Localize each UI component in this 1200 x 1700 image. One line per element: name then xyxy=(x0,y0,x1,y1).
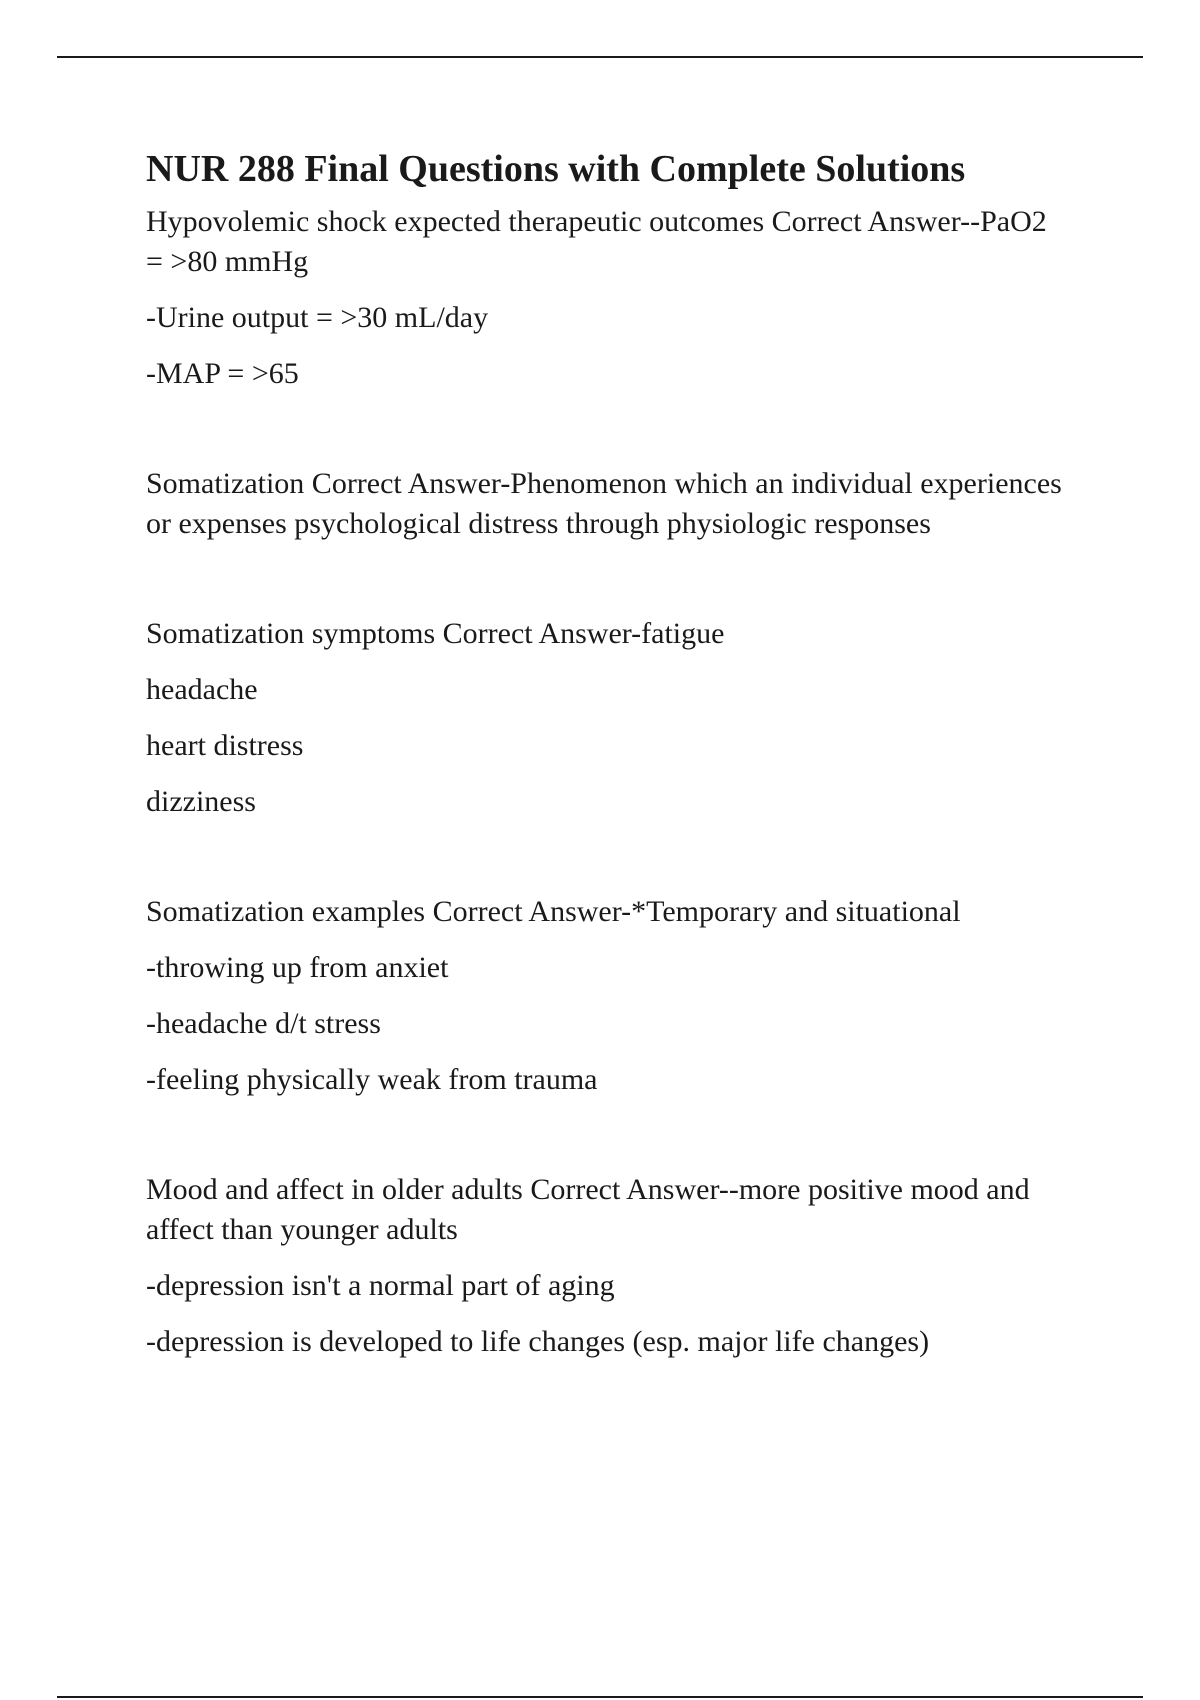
qa-answer-line: -Urine output = >30 mL/day xyxy=(146,301,489,334)
qa-answer-line: headache xyxy=(146,673,258,706)
qa-question-line: Hypovolemic shock expected therapeutic outcomes Correct Answer--PaO2 = >80 mmHg xyxy=(146,205,1047,278)
qa-question-line: Somatization symptoms Correct Answer-fatigue xyxy=(146,617,725,650)
qa-answer-line: dizziness xyxy=(146,785,256,818)
document-body xyxy=(146,146,1066,1432)
qa-answer-line: -feeling physically weak from trauma xyxy=(146,1063,598,1096)
footer-rule xyxy=(57,1696,1143,1698)
qa-question-line: Somatization examples Correct Answer-*Temporary and situational xyxy=(146,895,961,928)
header-rule xyxy=(57,56,1143,58)
qa-entry-somatization xyxy=(146,464,1066,544)
qa-answer-line: -throwing up from anxiet xyxy=(146,951,449,984)
qa-answer-line: -MAP = >65 xyxy=(146,357,299,390)
qa-question-line: Somatization Correct Answer-Phenomenon which an individual experiences or expenses psychological distress through physiologic responses xyxy=(146,467,1062,540)
qa-answer-line: -headache d/t stress xyxy=(146,1007,381,1040)
qa-answer-line: heart distress xyxy=(146,729,304,762)
qa-entry-somatization-examples xyxy=(146,892,1066,1100)
qa-answer-line: -depression isn't a normal part of aging xyxy=(146,1269,615,1302)
qa-answer-line: -depression is developed to life changes (esp. major life changes) xyxy=(146,1325,930,1358)
qa-entry-somatization-symptoms xyxy=(146,614,1066,822)
document-title: NUR 288 Final Questions with Complete Solutions xyxy=(146,148,966,190)
qa-entry-mood-affect-older-adults xyxy=(146,1170,1066,1362)
qa-question-line: Mood and affect in older adults Correct Answer--more positive mood and affect than younger adults xyxy=(146,1173,1030,1246)
qa-entry-hypovolemic-shock xyxy=(146,202,1066,394)
